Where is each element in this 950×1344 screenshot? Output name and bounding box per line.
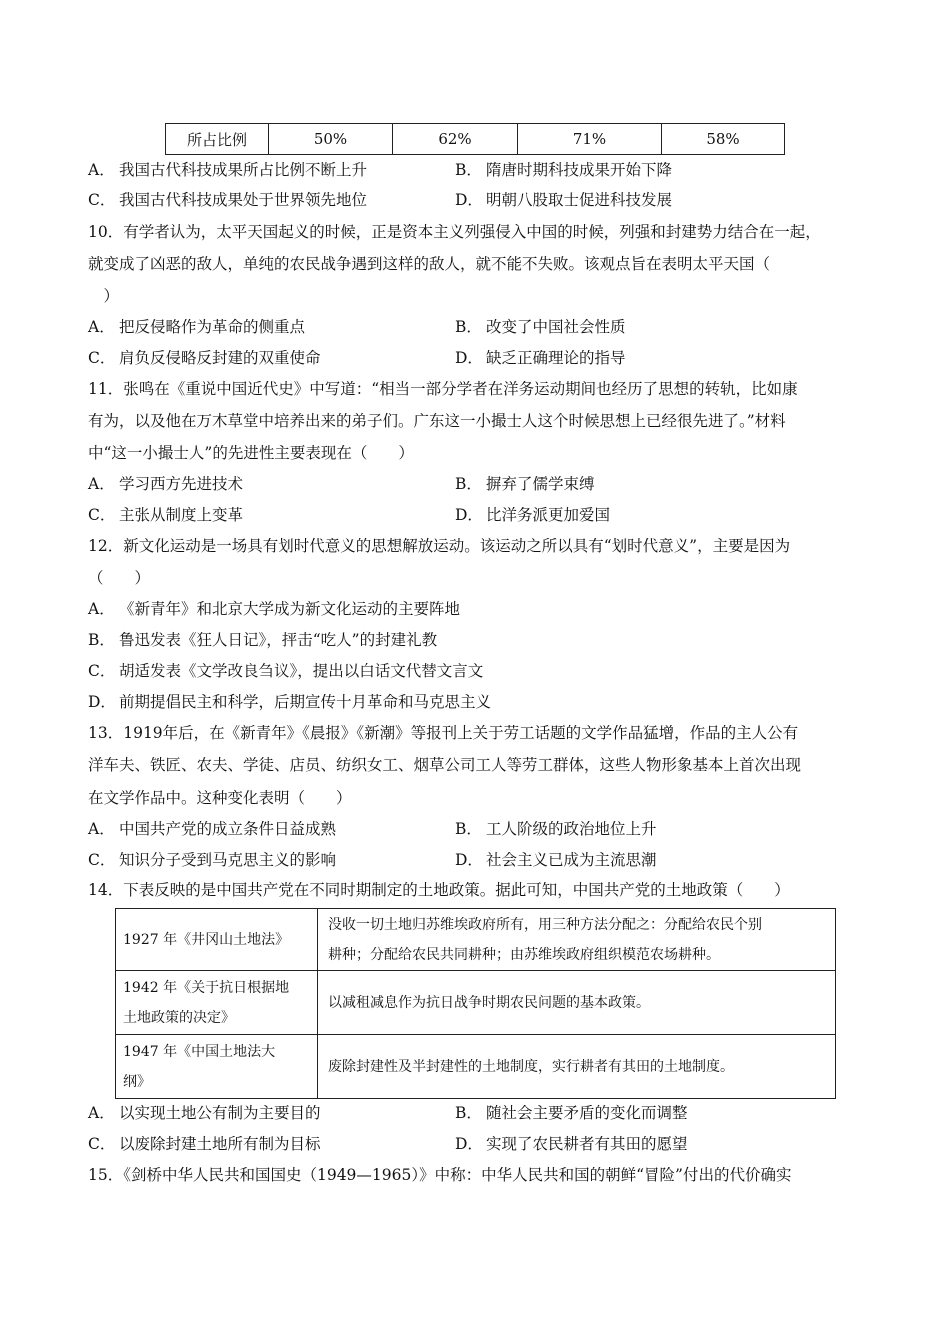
- q13-option-d[interactable]: D． 社会主义已成为主流思潮: [455, 851, 657, 869]
- q10-option-d[interactable]: D． 缺乏正确理论的指导: [455, 349, 626, 367]
- q11-option-d[interactable]: D． 比洋务派更加爱国: [455, 506, 611, 524]
- q10-stem-line: ）: [88, 287, 120, 305]
- q13-option-b[interactable]: B． 工人阶级的政治地位上升: [455, 820, 657, 838]
- table-cell-content: 以减租减息作为抗日战争时期农民问题的基本政策。: [318, 971, 836, 1035]
- q10-stem-line: 10．有学者认为，太平天国起义的时候，正是资本主义列强侵入中国的时候，列强和封建势力结合在一起，: [88, 223, 821, 241]
- q14-stem: 14．下表反映的是中国共产党在不同时期制定的土地政策。据此可知，中国共产党的土地政策（ ）: [88, 881, 790, 899]
- land-policy-table: [115, 908, 836, 1099]
- q11-option-b[interactable]: B． 摒弃了儒学束缚: [455, 475, 595, 493]
- q12-option-b[interactable]: B． 鲁迅发表《狂人日记》，抨击“吃人”的封建礼教: [88, 631, 438, 649]
- q12-stem-line: （ ）: [88, 569, 151, 587]
- table-row: [116, 1035, 836, 1099]
- table-cell-law: 1942 年《关于抗日根据地 土地政策的决定》: [116, 971, 318, 1035]
- q12-option-d[interactable]: D． 前期提倡民主和科学，后期宣传十月革命和马克思主义: [88, 693, 492, 711]
- ratio-table: [165, 123, 785, 155]
- table-cell-label: 所占比例: [166, 124, 269, 155]
- table-cell: 71%: [518, 124, 662, 155]
- q11-stem-line: 11．张鸣在《重说中国近代史》中写道：“相当一部分学者在洋务运动期间也经历了思想的转轨，比如康: [88, 380, 798, 398]
- q13-stem-line: 在文学作品中。这种变化表明（ ）: [88, 789, 352, 807]
- table-cell: 62%: [393, 124, 518, 155]
- q12-option-c[interactable]: C． 胡适发表《文学改良刍议》，提出以白话文代替文言文: [88, 662, 484, 680]
- q10-option-a[interactable]: A． 把反侵略作为革命的侧重点: [88, 318, 306, 336]
- table-cell-law: 1927 年《井冈山土地法》: [116, 909, 318, 971]
- q14-option-b[interactable]: B． 随社会主要矛盾的变化而调整: [455, 1104, 688, 1122]
- q13-option-a[interactable]: A． 中国共产党的成立条件日益成熟: [88, 820, 337, 838]
- table-cell: 58%: [662, 124, 785, 155]
- q11-option-c[interactable]: C． 主张从制度上变革: [88, 506, 244, 524]
- q14-option-d[interactable]: D． 实现了农民耕者有其田的愿望: [455, 1135, 688, 1153]
- q15-stem: 15．《剑桥中华人民共和国国史（1949—1965）》中称：中华人民共和国的朝鲜“冒险”付出的代价确实: [88, 1166, 792, 1184]
- q9-option-c[interactable]: C． 我国古代科技成果处于世界领先地位: [88, 191, 368, 209]
- q14-option-c[interactable]: C． 以废除封建土地所有制为目标: [88, 1135, 321, 1153]
- q11-option-a[interactable]: A． 学习西方先进技术: [88, 475, 244, 493]
- q12-stem-line: 12．新文化运动是一场具有划时代意义的思想解放运动。该运动之所以具有“划时代意义”，主要是因为: [88, 537, 791, 555]
- q9-option-d[interactable]: D． 明朝八股取士促进科技发展: [455, 191, 673, 209]
- q13-stem-line: 洋车夫、铁匠、农夫、学徒、店员、纺织女工、烟草公司工人等劳工群体，这些人物形象基本上首次出现: [88, 756, 802, 774]
- q11-stem-line: 有为，以及他在万木草堂中培养出来的弟子们。广东这一小撮士人这个时候思想上已经很先进了。”材料: [88, 412, 786, 430]
- table-row: [116, 971, 836, 1035]
- table-cell-law: 1947 年《中国土地法大 纲》: [116, 1035, 318, 1099]
- q9-option-b[interactable]: B． 隋唐时期科技成果开始下降: [455, 161, 673, 179]
- q10-option-c[interactable]: C． 肩负反侵略反封建的双重使命: [88, 349, 321, 367]
- q12-option-a[interactable]: A． 《新青年》和北京大学成为新文化运动的主要阵地: [88, 600, 461, 618]
- table-cell-content: 废除封建性及半封建性的土地制度，实行耕者有其田的土地制度。: [318, 1035, 836, 1099]
- table-cell-content: 没收一切土地归苏维埃政府所有，用三种方法分配之：分配给农民个别 耕种；分配给农民共同耕种；由苏维埃政府组织模范农场耕种。: [318, 909, 836, 971]
- table-cell: 50%: [269, 124, 393, 155]
- q10-stem-line: 就变成了凶恶的敌人，单纯的农民战争遇到这样的敌人，就不能不失败。该观点旨在表明太平天国（: [88, 255, 771, 273]
- q11-stem-line: 中“这一小撮士人”的先进性主要表现在（ ）: [88, 444, 414, 462]
- table-row: [116, 909, 836, 971]
- q13-stem-line: 13．1919年后，在《新青年》《晨报》《新潮》等报刊上关于劳工话题的文学作品猛增，作品的主人公有: [88, 724, 799, 742]
- table-row: [166, 124, 785, 155]
- q9-option-a[interactable]: A． 我国古代科技成果所占比例不断上升: [88, 161, 368, 179]
- q10-option-b[interactable]: B． 改变了中国社会性质: [455, 318, 626, 336]
- q13-option-c[interactable]: C． 知识分子受到马克思主义的影响: [88, 851, 337, 869]
- q14-option-a[interactable]: A． 以实现土地公有制为主要目的: [88, 1104, 321, 1122]
